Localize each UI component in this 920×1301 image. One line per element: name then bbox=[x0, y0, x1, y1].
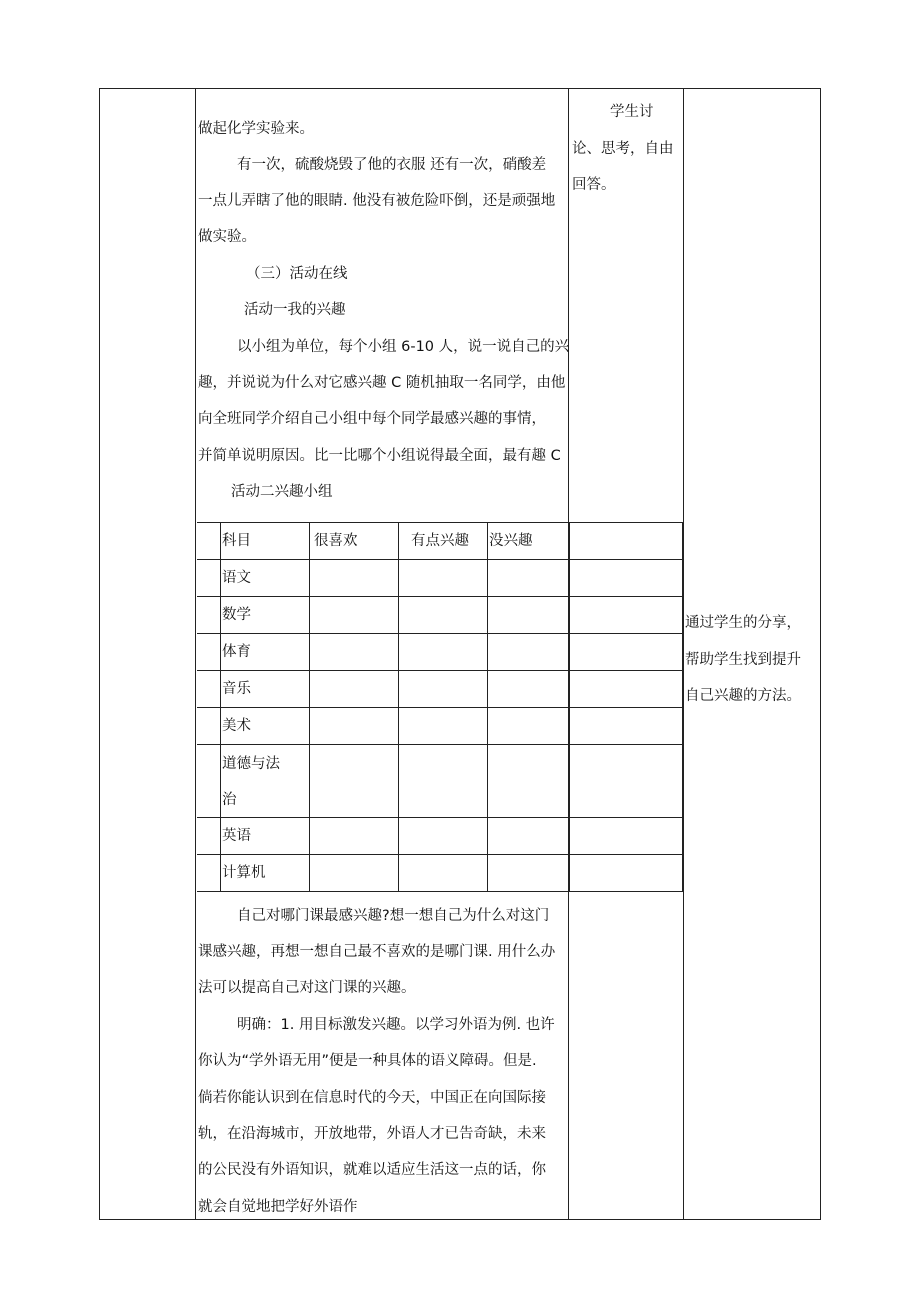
paragraph-line: 就会自觉地把学好外语作 bbox=[198, 1199, 358, 1215]
paragraph-line: 并简单说明原因。比一比哪个小组说得最全面，最有趣 C bbox=[198, 448, 561, 464]
subject-cell: 道德与法 bbox=[222, 756, 280, 772]
subject-cell: 英语 bbox=[222, 828, 251, 844]
paragraph-line: 倘若你能认识到在信息时代的今天，中国正在向国际接 bbox=[198, 1090, 546, 1106]
subject-cell: 美术 bbox=[222, 718, 251, 734]
column-divider bbox=[683, 88, 684, 1220]
paragraph-line: 课感兴趣，再想一想自己最不喜欢的是哪门课. 用什么办 bbox=[198, 944, 556, 960]
header-some-interest: 有点兴趣 bbox=[411, 533, 469, 549]
activity-heading: 活动二兴趣小组 bbox=[231, 484, 333, 500]
design-intent-line: 自己兴趣的方法。 bbox=[685, 688, 801, 704]
student-activity-line: 学生讨 bbox=[610, 104, 654, 120]
row-divider bbox=[197, 854, 683, 855]
col-divider bbox=[569, 523, 570, 891]
paragraph-line: 以小组为单位，每个小组 6-10 人，说一说自己的兴 bbox=[237, 339, 570, 355]
design-intent-line: 帮助学生找到提升 bbox=[685, 652, 801, 668]
header-like-much: 很喜欢 bbox=[314, 533, 358, 549]
paragraph-line: 明确：1. 用目标激发兴趣。以学习外语为例. 也许 bbox=[237, 1017, 555, 1033]
paragraph-line: 趣，并说说为什么对它感兴趣 C 随机抽取一名同学，由他 bbox=[198, 375, 566, 391]
col-divider bbox=[398, 523, 399, 891]
paragraph-line: 有一次，硫酸烧毁了他的衣服 还有一次，硝酸差 bbox=[237, 157, 547, 173]
row-divider bbox=[197, 817, 683, 818]
col-divider bbox=[682, 523, 683, 891]
row-divider bbox=[197, 559, 683, 560]
column-divider bbox=[195, 88, 196, 1220]
col-divider bbox=[487, 523, 488, 891]
row-divider bbox=[197, 596, 683, 597]
paragraph-line: 自己对哪门课最感兴趣?想一想自己为什么对这门 bbox=[237, 908, 550, 924]
row-divider bbox=[197, 633, 683, 634]
subject-cell: 数学 bbox=[222, 607, 251, 623]
row-divider bbox=[197, 744, 683, 745]
col-divider bbox=[309, 523, 310, 891]
row-divider bbox=[197, 670, 683, 671]
design-intent-line: 通过学生的分享， bbox=[685, 615, 801, 631]
header-subject: 科目 bbox=[222, 533, 251, 549]
paragraph-line: 一点儿弄瞎了他的眼睛. 他没有被危险吓倒，还是顽强地 bbox=[198, 193, 556, 209]
subject-cell: 体育 bbox=[222, 644, 251, 660]
activity-heading: 活动一我的兴趣 bbox=[244, 302, 346, 318]
paragraph-line: 做起化学实验来。 bbox=[198, 121, 314, 137]
col-divider bbox=[220, 523, 221, 891]
interest-table bbox=[197, 522, 683, 892]
subject-cell: 音乐 bbox=[222, 681, 251, 697]
subject-cell: 语文 bbox=[222, 570, 251, 586]
header-no-interest: 没兴趣 bbox=[489, 533, 533, 549]
student-activity-line: 回答。 bbox=[572, 177, 616, 193]
paragraph-line: 向全班同学介绍自己小组中每个同学最感兴趣的事情， bbox=[198, 411, 546, 427]
paragraph-line: 法可以提高自己对这门课的兴趣。 bbox=[198, 980, 416, 996]
paragraph-line: 你认为“学外语无用”便是一种具体的语义障碍。但是. bbox=[198, 1053, 537, 1069]
paragraph-line: 的公民没有外语知识，就难以适应生活这一点的话，你 bbox=[198, 1162, 546, 1178]
paragraph-line: 轨，在沿海城市，开放地带，外语人才已告奇缺，未来 bbox=[198, 1126, 546, 1142]
paragraph-line: 做实验。 bbox=[198, 229, 256, 245]
subject-cell: 治 bbox=[222, 792, 237, 808]
student-activity-line: 论、思考，自由 bbox=[572, 141, 674, 157]
subject-cell: 计算机 bbox=[222, 865, 266, 881]
section-heading: （三）活动在线 bbox=[246, 266, 348, 282]
row-divider bbox=[197, 707, 683, 708]
